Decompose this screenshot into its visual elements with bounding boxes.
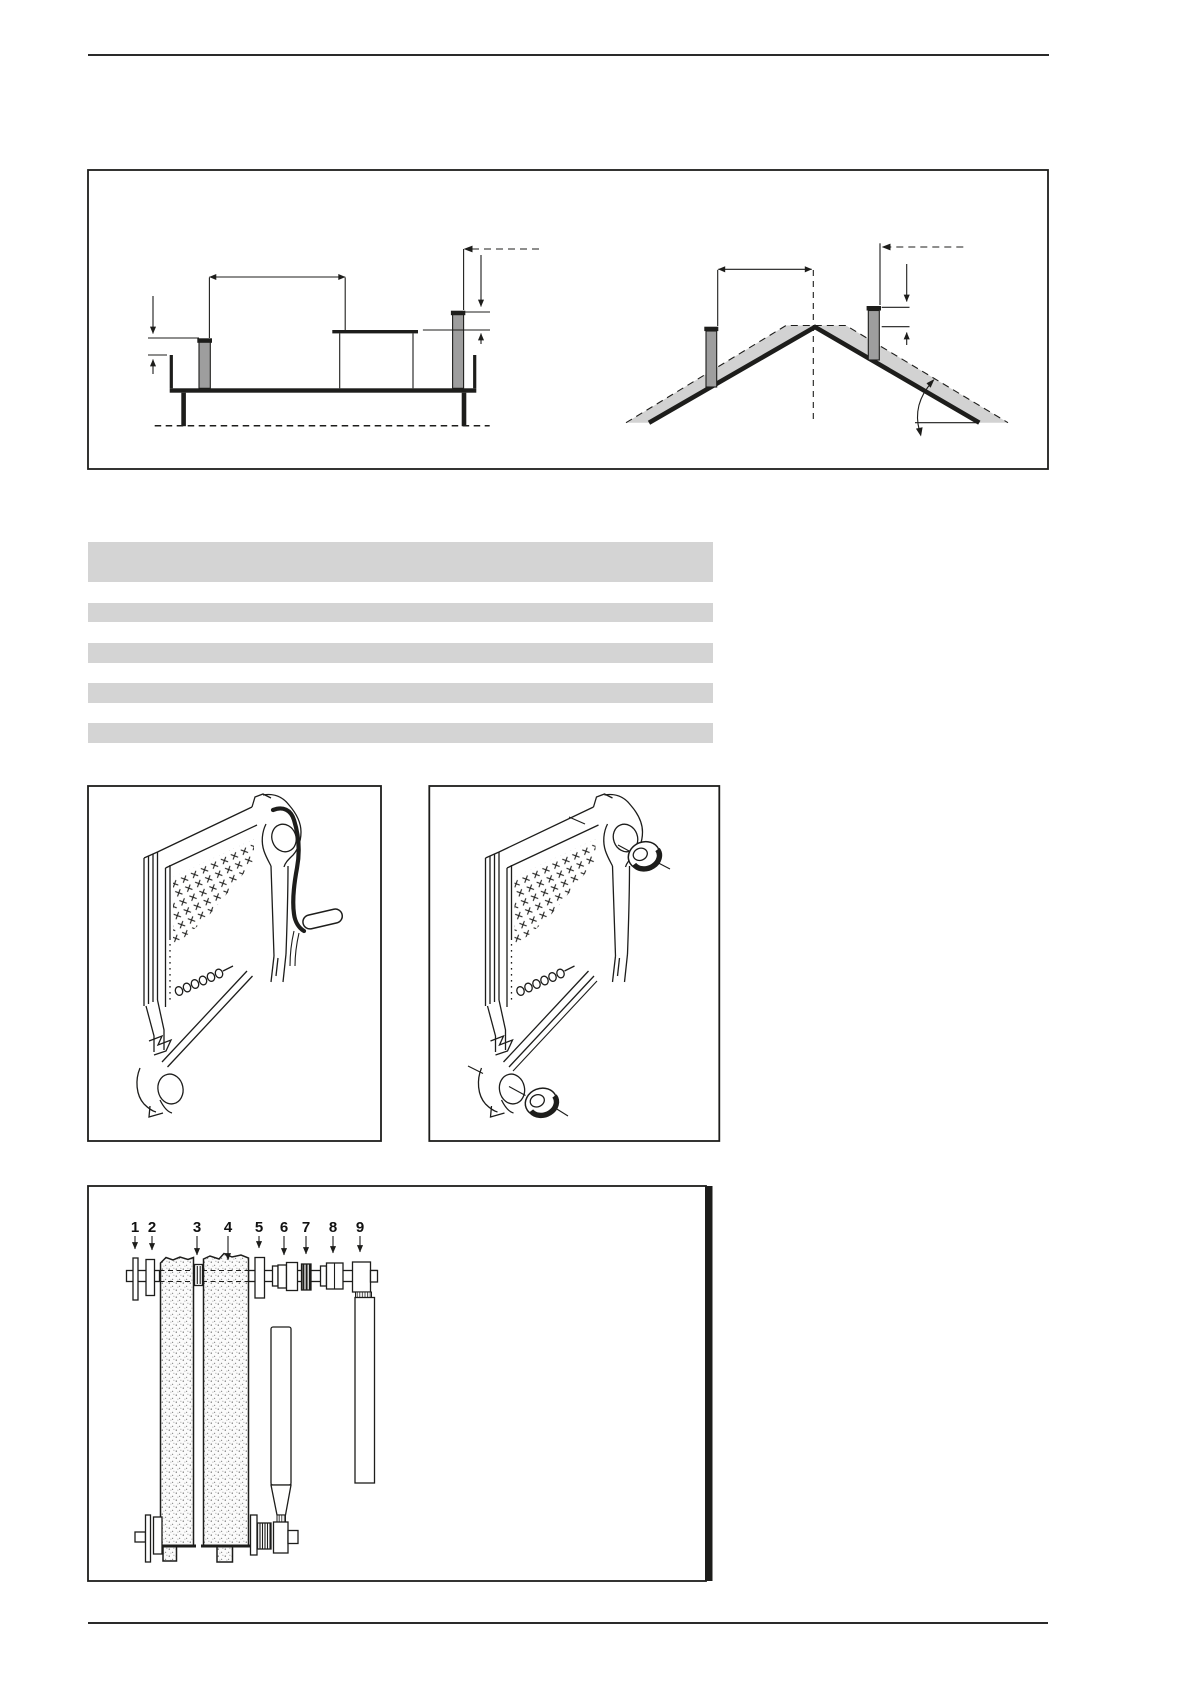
flue-terminal bbox=[868, 311, 879, 361]
part-label-4: 4 bbox=[223, 1219, 233, 1236]
part-label-1: 1 bbox=[130, 1219, 140, 1236]
flue-terminal bbox=[706, 331, 717, 387]
boiler-section-drawing bbox=[137, 794, 301, 1117]
part-labels bbox=[131, 1219, 364, 1260]
figure-border bbox=[429, 786, 719, 1141]
part-label-6: 6 bbox=[279, 1219, 289, 1236]
part-label-9: 9 bbox=[355, 1219, 365, 1236]
crank-tool bbox=[273, 808, 344, 966]
part-label-3: 3 bbox=[192, 1219, 202, 1236]
part-label-5: 5 bbox=[254, 1219, 264, 1236]
pitched-roof-diagram bbox=[626, 243, 1008, 436]
sealing-ring bbox=[521, 1083, 561, 1120]
figure-border-thick-edge bbox=[705, 1186, 713, 1581]
figure-parts-exploded bbox=[88, 1186, 713, 1581]
figure-section-rings bbox=[429, 786, 719, 1141]
figure-border bbox=[88, 786, 381, 1141]
part-label-7: 7 bbox=[301, 1219, 311, 1236]
part-label-8: 8 bbox=[328, 1219, 338, 1236]
part-label-2: 2 bbox=[147, 1219, 157, 1236]
flue-terminal bbox=[199, 342, 210, 389]
boiler-section-drawing bbox=[478, 794, 642, 1117]
flat-roof-diagram bbox=[148, 246, 539, 427]
figure-border bbox=[88, 170, 1048, 469]
flue-terminal bbox=[453, 315, 464, 389]
figure-section-crank bbox=[88, 786, 381, 1141]
figure-roof-clearances bbox=[88, 170, 1048, 469]
